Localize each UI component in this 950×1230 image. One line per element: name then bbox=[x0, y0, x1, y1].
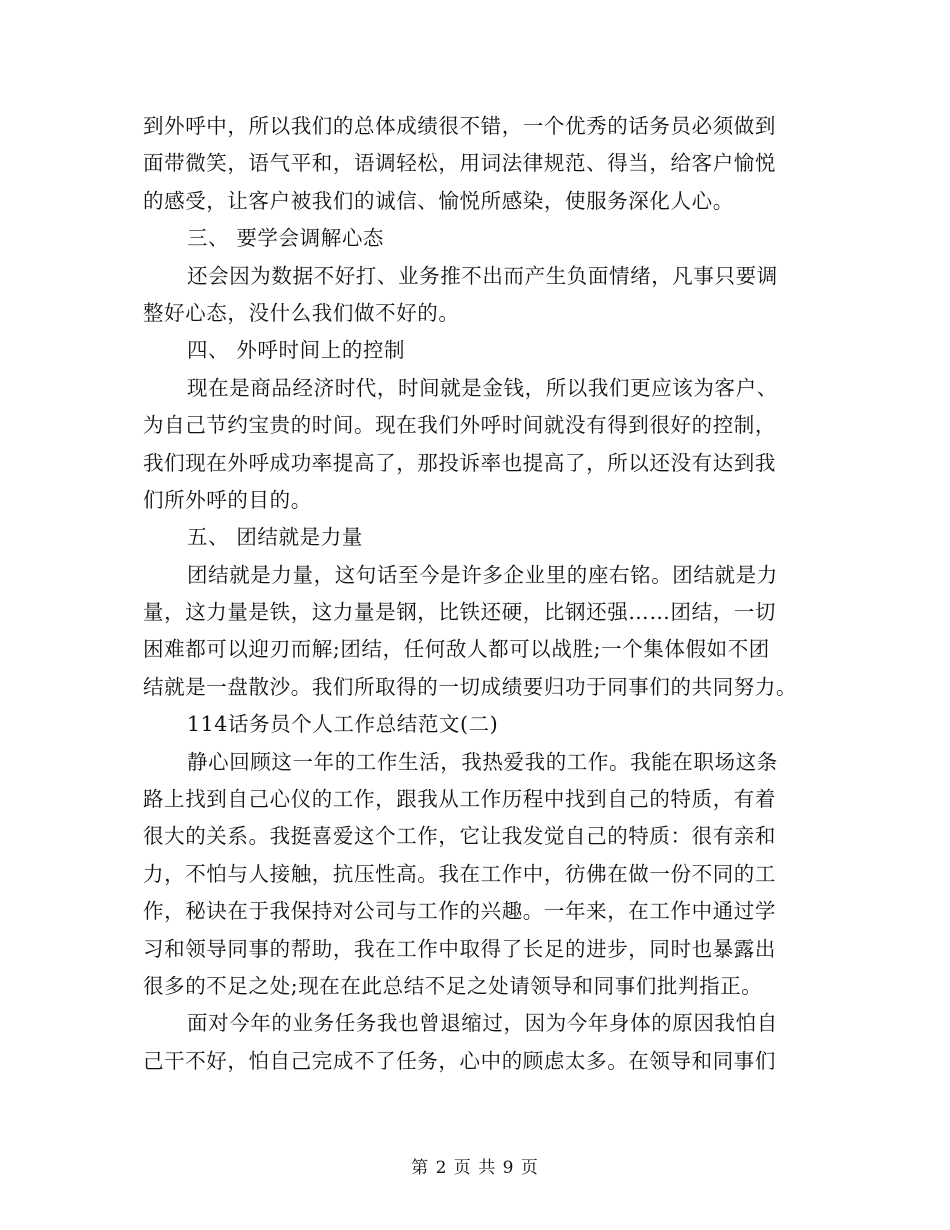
text-line: 整好心态，没什么我们做不好的。 bbox=[143, 300, 460, 325]
text-line: 到外呼中，所以我们的总体成绩很不错，一个优秀的话务员必须做到 bbox=[143, 114, 776, 138]
text-line: 们所外呼的目的。 bbox=[143, 487, 312, 512]
text-line: 量，这力量是铁，这力量是钢，比铁还硬，比钢还强……团结，一切 bbox=[143, 600, 776, 625]
text-line: 静心回顾这一年的工作生活，我热爱我的工作。我能在职场这条 bbox=[187, 749, 778, 774]
document-body bbox=[143, 108, 808, 1080]
text-line: 己干不好，怕自己完成不了任务，心中的顾虑太多。在领导和同事们 bbox=[143, 1048, 776, 1073]
text-line: 很多的不足之处;现在在此总结不足之处请领导和同事们批判指正。 bbox=[143, 973, 763, 998]
text-line: 现在是商品经济时代，时间就是金钱，所以我们更应该为客户、 bbox=[187, 375, 778, 400]
text-line: 力，不怕与人接触，抗压性高。我在工作中，彷佛在做一份不同的工 bbox=[143, 861, 776, 886]
text-line: 还会因为数据不好打、业务推不出而产生负面情绪，凡事只要调 bbox=[187, 263, 778, 288]
text-line: 作，秘诀在于我保持对公司与工作的兴趣。一年来，在工作中通过学 bbox=[143, 899, 776, 924]
text-line: 很大的关系。我挺喜爱这个工作，它让我发觉自己的特质：很有亲和 bbox=[143, 824, 776, 849]
text-line: 路上找到自己心仪的工作，跟我从工作历程中找到自己的特质，有着 bbox=[143, 787, 776, 812]
text-line: 五、 团结就是力量 bbox=[187, 525, 363, 550]
text-line: 面对今年的业务任务我也曾退缩过，因为今年身体的原因我怕自 bbox=[187, 1011, 778, 1036]
text-line: 面带微笑，语气平和，语调轻松，用词法律规范、得当，给客户愉悦 bbox=[143, 151, 776, 176]
text-line: 四、 外呼时间上的控制 bbox=[187, 338, 406, 363]
text-line: 团结就是力量，这句话至今是许多企业里的座右铭。团结就是力 bbox=[187, 562, 778, 587]
text-line: 三、 要学会调解心态 bbox=[187, 226, 385, 251]
text-line: 114话务员个人工作总结范文(二) bbox=[187, 712, 499, 737]
text-line: 为自己节约宝贵的时间。现在我们外呼时间就没有得到很好的控制， bbox=[143, 413, 776, 438]
text-line: 我们现在外呼成功率提高了，那投诉率也提高了，所以还没有达到我 bbox=[143, 450, 776, 475]
text-line: 习和领导同事的帮助，我在工作中取得了长足的进步，同时也暴露出 bbox=[143, 936, 776, 961]
page-number-footer: 第 2 页 共 9 页 bbox=[411, 1158, 539, 1178]
text-line: 的感受，让客户被我们的诚信、愉悦所感染，使服务深化人心。 bbox=[143, 188, 734, 213]
text-line: 困难都可以迎刃而解;团结，任何敌人都可以战胜;一个集体假如不团 bbox=[143, 637, 770, 662]
text-line: 结就是一盘散沙。我们所取得的一切成绩要归功于同事们的共同努力。 bbox=[143, 674, 798, 699]
